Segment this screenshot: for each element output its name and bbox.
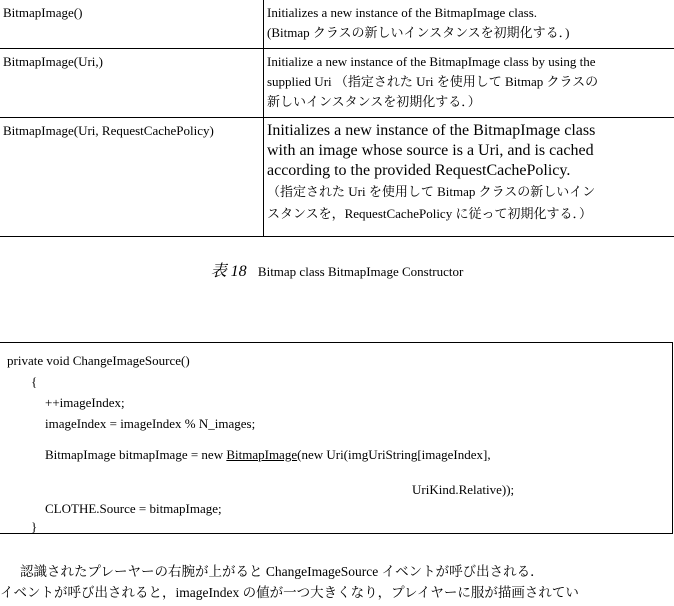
constructor-description: [264, 0, 674, 49]
description-line: （指定された Uri を使用して Bitmap クラスの新しいイン: [267, 184, 596, 199]
description-line: with an image whose source is a Uri, and is cached: [267, 142, 594, 159]
caption-number: 表 18: [210, 263, 247, 280]
code-line: [45, 447, 491, 463]
code-line: ++imageIndex;: [45, 395, 125, 410]
table-row: [0, 0, 674, 49]
description-line: スタンスを，RequestCachePolicy に従って初期化する．）: [267, 206, 592, 221]
constructor-name: BitmapImage(Uri, RequestCachePolicy): [0, 118, 264, 237]
constructor-name: BitmapImage(): [0, 0, 264, 49]
code-line: {: [31, 374, 38, 389]
code-text: BitmapImage bitmapImage = new: [45, 447, 227, 462]
description-line: Initializes a new instance of the BitmapImage class: [267, 122, 596, 139]
description-line: supplied Uri （指定された Uri を使用して Bitmap クラスの: [267, 74, 599, 89]
constructor-description: [264, 49, 674, 118]
table-caption: [0, 258, 674, 281]
description-line: according to the provided RequestCachePolicy.: [267, 162, 571, 179]
code-line: UriKind.Relative));: [412, 482, 515, 497]
constructor-name: BitmapImage(Uri,): [0, 49, 264, 118]
code-line: private void ChangeImageSource(): [7, 353, 190, 368]
description-line: Initializes a new instance of the BitmapImage class.: [267, 5, 538, 20]
description-line: 新しいインスタンスを初期化する．）: [267, 94, 481, 109]
code-line: imageIndex = imageIndex % N_images;: [45, 416, 256, 431]
description-line: (Bitmap クラスの新しいインスタンスを初期化する．): [267, 25, 570, 40]
paragraph-line: イベントが呼び出されると，imageIndex の値が一つ大きくなり，プレイヤーに服が描画されてい: [0, 585, 579, 600]
code-line: }: [31, 519, 38, 534]
caption-text: Bitmap class BitmapImage Constructor: [257, 264, 464, 279]
constructor-description: [264, 118, 674, 237]
code-block: [0, 342, 673, 534]
code-text: (new Uri(imgUriString[imageIndex],: [297, 447, 491, 462]
table-row: [0, 118, 674, 237]
table-row: [0, 49, 674, 118]
paragraph-line: 認識されたプレーヤーの右腕が上がると ChangeImageSource イベントが呼び出される．: [20, 564, 544, 579]
code-class-reference: BitmapImage: [226, 447, 298, 462]
description-line: Initialize a new instance of the BitmapImage class by using the: [267, 54, 596, 69]
code-line: CLOTHE.Source = bitmapImage;: [45, 501, 222, 516]
constructor-table: [0, 0, 674, 237]
